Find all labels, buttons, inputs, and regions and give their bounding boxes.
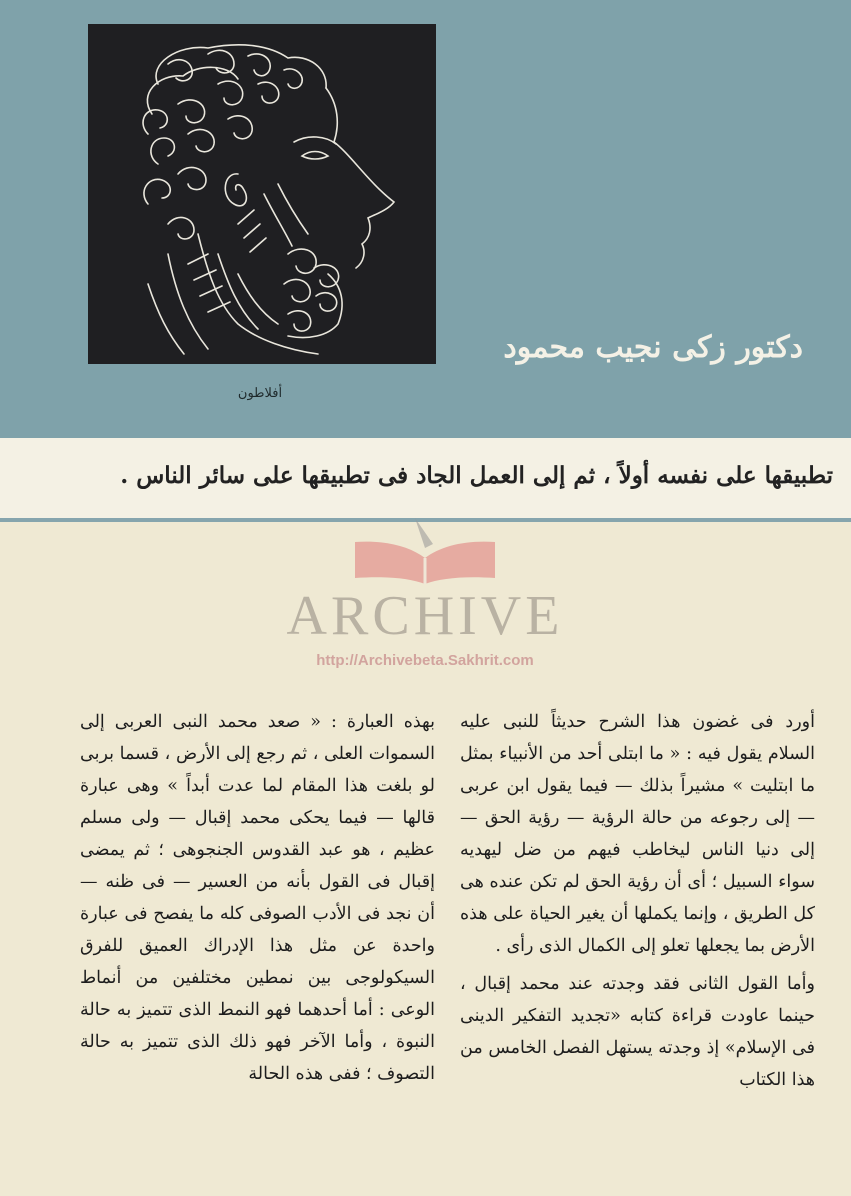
author-name: دكتور زكى نجيب محمود: [503, 330, 803, 365]
archive-watermark: [240, 512, 610, 682]
body-column-right: [460, 706, 815, 1102]
watermark-url: http://Archivebeta.Sakhrit.com: [316, 652, 534, 669]
pull-quote: تطبيقها على نفسه أولاً ، ثم إلى العمل الجاد فى تطبيقها على سائر الناس .: [120, 462, 833, 489]
watermark-title: ARCHIVE: [286, 585, 564, 647]
header-band: [0, 0, 851, 438]
portrait-caption: أفلاطون: [237, 386, 283, 401]
paragraph: بهذه العبارة : « صعد محمد النبى العربى إلى السموات العلى ، ثم رجع إلى الأرض ، قسما بربى لو بلغت هذا المقام لما عدت أبداً » وهى عبارة قالها — فيما يحكى محمد إقبال — ولى مسلم عظيم ، هو عبد القدوس الجنجوهى ؛ ثم يمضى إقبال فى القول بأنه من العسير — فى ظنه — أن نجد فى الأدب الصوفى كله ما يفصح فى عبارة واحدة عن مثل هذا الإدراك العميق للفرق السيكولوجى بين نمطين مختلفين من أنماط الوعى : أما أحدهما فهو النمط الذى تتميز به حالة النبوة ، وأما الآخر فهو ذلك الذى تتميز به حالة التصوف ؛ ففى هذه الحالة: [80, 712, 435, 1084]
paragraph: وأما القول الثانى فقد وجدته عند محمد إقبال ، حينما عاودت قراءة كتابه «تجديد التفكير الدينى فى الإسلام» إذ وجدته يستهل الفصل الخامس من هذا الكتاب: [460, 974, 815, 1090]
plato-portrait-icon: [88, 24, 436, 364]
pull-quote-strip: [0, 438, 851, 522]
paragraph: أورد فى غضون هذا الشرح حديثاً للنبى عليه السلام يقول فيه : « ما ابتلى أحد من الأنبياء بمثل ما ابتليت » مشيراً بذلك — فيما يقول ابن عربى — إلى رجوعه من حالة الرؤية — رؤية الحق — إلى دنيا الناس ليخاطب فيهم من ضل ليهديه سواء السبيل ؛ أى أن رؤية الحق لم تكن عنده هى كل الطريق ، وإنما يكملها أن يغير الحياة على هذه الأرض بما يجعلها تعلو إلى الكمال الذى رأى .: [460, 712, 815, 956]
open-book-icon: [345, 512, 505, 586]
body-column-left: [80, 706, 435, 1096]
